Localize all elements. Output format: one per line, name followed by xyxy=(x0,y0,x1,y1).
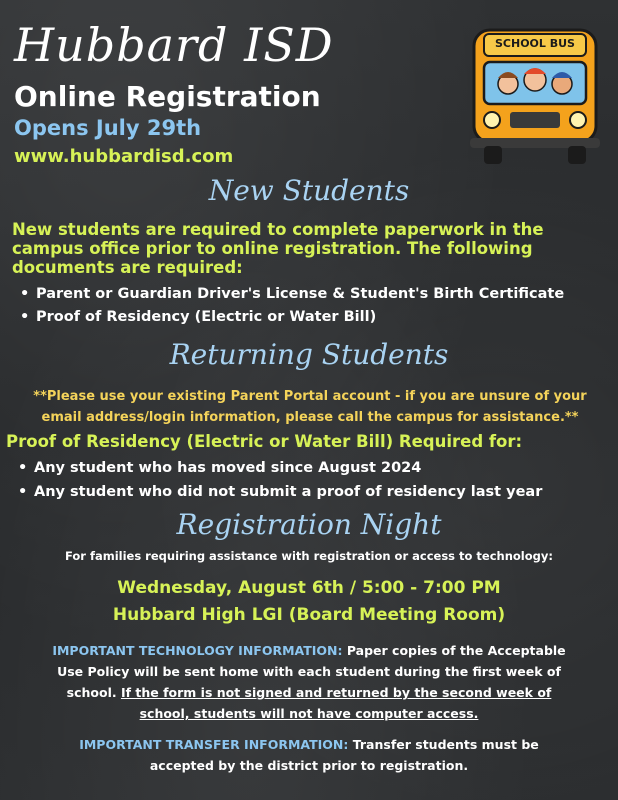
transfer-info-text: Transfer students must be accepted by the district prior to registration. xyxy=(149,737,539,773)
technology-information xyxy=(44,640,574,724)
technology-info-text: Paper copies of the Acceptable Use Policy will be sent home with each student during the first week of school. xyxy=(57,643,566,700)
new-students-heading: New Students xyxy=(208,174,410,207)
list-item: • Any student who has moved since August 2024 xyxy=(12,456,612,480)
transfer-information xyxy=(64,734,554,776)
list-item: • Parent or Guardian Driver's License & Student's Birth Certificate xyxy=(14,283,614,306)
list-item: • Any student who did not submit a proof of residency last year xyxy=(12,480,612,504)
returning-students-heading: Returning Students xyxy=(169,338,449,371)
registration-night-intro: For families requiring assistance with registration or access to technology: xyxy=(65,549,553,563)
technology-info-warning: If the form is not signed and returned by the second week of school, students will not have computer access. xyxy=(120,685,552,721)
new-students-intro: New students are required to complete paperwork in the campus office prior to online registration. The following documents are required: xyxy=(12,220,544,277)
opens-date: Opens July 29th xyxy=(14,116,202,140)
district-title: Hubbard ISD xyxy=(14,18,334,72)
returning-students-list xyxy=(12,456,612,504)
transfer-info-label: IMPORTANT TRANSFER INFORMATION: xyxy=(79,737,349,752)
technology-info-label: IMPORTANT TECHNOLOGY INFORMATION: xyxy=(52,643,343,658)
registration-night-date-time: Wednesday, August 6th / 5:00 - 7:00 PM xyxy=(117,578,501,598)
proof-of-residency-heading: Proof of Residency (Electric or Water Bill) Required for: xyxy=(6,432,523,451)
new-students-list xyxy=(14,283,614,329)
online-registration-title: Online Registration xyxy=(14,80,321,113)
registration-night-heading: Registration Night xyxy=(176,508,442,541)
list-item: • Proof of Residency (Electric or Water Bill) xyxy=(14,306,614,329)
parent-portal-note: **Please use your existing Parent Portal account - if you are unsure of your email address/login information, please call the campus for assistance.** xyxy=(33,389,587,425)
registration-night-location: Hubbard High LGI (Board Meeting Room) xyxy=(112,605,506,625)
bus-sign-label: SCHOOL BUS xyxy=(495,37,575,50)
website-link[interactable]: www.hubbardisd.com xyxy=(14,146,234,167)
school-bus-icon xyxy=(460,22,610,172)
